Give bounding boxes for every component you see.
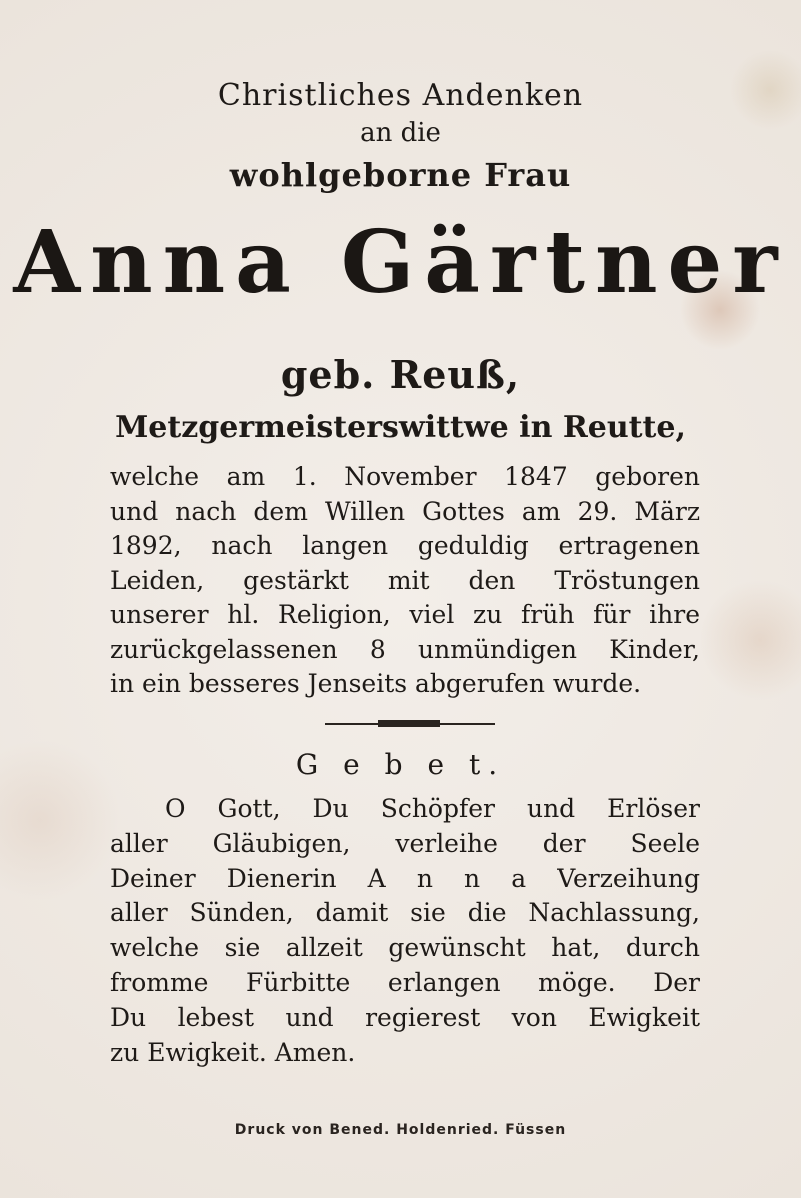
prayer-line: Deiner Dienerin A n n a Verzeihung xyxy=(110,863,700,893)
prayer-line: zu Ewigkeit. Amen. xyxy=(110,1037,356,1067)
prayer-title: G e b e t. xyxy=(295,748,506,781)
prayer-line: Du lebest und regierest von Ewigkeit xyxy=(110,1002,700,1032)
biography-line: 1892, nach langen geduldig ertragenen xyxy=(110,531,700,560)
biography-line: in ein besseres Jenseits abgerufen wurde. xyxy=(110,669,642,698)
prayer-line: O Gott, Du Schöpfer und Erlöser xyxy=(165,794,700,823)
biography-line: und nach dem Willen Gottes am 29. März xyxy=(110,496,700,526)
biography-line: unserer hl. Religion, viel zu früh für ihre xyxy=(110,600,700,629)
prayer-paragraph xyxy=(110,792,700,1070)
header-title: Christliches Andenken xyxy=(217,78,584,113)
occupation: Metzgermeisterswittwe in Reutte, xyxy=(115,410,686,445)
ornamental-divider-center xyxy=(378,720,440,727)
header-honorific: wohlgeborne Frau xyxy=(229,156,572,194)
biography-line: zurückgelassenen 8 unmündigen Kinder, xyxy=(110,634,700,664)
biography-line: Leiden, gestärkt mit den Tröstungen xyxy=(110,565,700,595)
biography-paragraph xyxy=(110,460,700,702)
prayer-line: welche sie allzeit gewünscht hat, durch xyxy=(110,933,700,963)
birth-name: geb. Reuß, xyxy=(280,352,521,397)
prayer-line: fromme Fürbitte erlangen möge. Der xyxy=(110,967,700,997)
printer-imprint: Druck von Bened. Holdenried. Füssen xyxy=(234,1122,567,1138)
prayer-line: aller Gläubigen, verleihe der Seele xyxy=(110,828,700,858)
header-subtitle: an die xyxy=(360,118,441,148)
biography-line: welche am 1. November 1847 geboren xyxy=(110,462,700,491)
prayer-line: aller Sünden, damit sie die Nachlassung, xyxy=(110,898,700,928)
deceased-name: Anna Gärtner xyxy=(13,212,788,313)
